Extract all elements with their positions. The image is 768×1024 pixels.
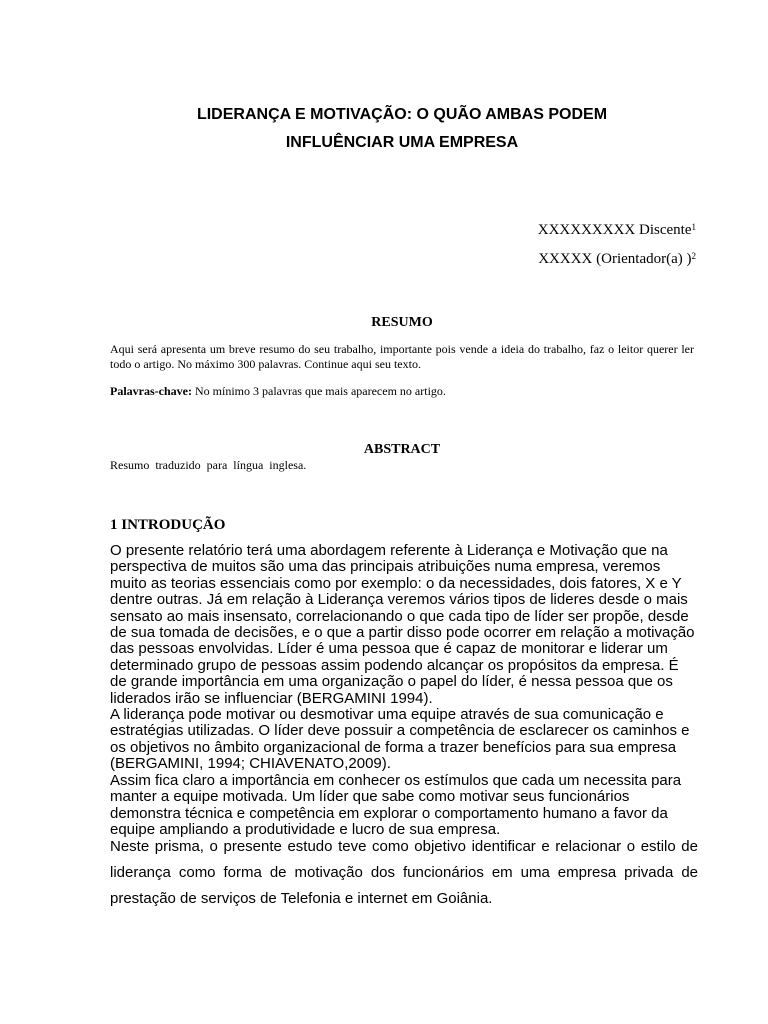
introduction-body [110, 543, 698, 912]
article-title [110, 101, 694, 157]
advisor-author [430, 243, 696, 272]
keywords-label: Palavras-chave: [110, 384, 192, 398]
author-block [430, 214, 696, 272]
intro-paragraph-4: Neste prisma, o presente estudo teve como objetivo identificar e relacionar o estilo de liderança como forma de motivação dos funcionários em uma empresa privada de prestação de serviços de Telefonia e internet em Goiânia. [110, 838, 698, 908]
advisor-footnote-mark: 2 [691, 251, 696, 261]
student-author [430, 214, 696, 243]
resumo-text: Aqui será apresenta um breve resumo do seu trabalho, importante pois vende a ideia do trabalho, faz o leitor querer ler todo o artigo. No máximo 300 palavras. Continue aqui seu texto. [110, 342, 694, 371]
keywords-line [110, 384, 694, 399]
intro-paragraph-1: O presente relatório terá uma abordagem referente à Liderança e Motivação que na perspectiva de muitos são uma das principais atribuições numa empresa, veremos muito as teorias essenciais como por exemplo: o da necessidades, dois fatores, X e Y dentre outras. Já em relação à Liderança veremos vários tipos de lideres desde o mais sensato ao mais insensato, correlacionando o que cada tipo de líder ser propõe, desde de sua tomada de decisões, e o que a partir disso pode ocorrer em relação a motivação das pessoas envolvidas. Líder é uma pessoa que é capaz de monitorar e liderar um determinado grupo de pessoas assim podendo alcançar os propósitos da empresa. É de grande importância em uma organização o papel do líder, é nessa pessoa que os liderados irão se influenciar (BERGAMINI 1994). [110, 542, 695, 707]
intro-paragraph-2: A liderança pode motivar ou desmotivar uma equipe através de sua comunicação e estratégias utilizadas. O líder deve possuir a competência de esclarecer os caminhos e os objetivos no âmbito organizacional de forma a trazer benefícios para sua empresa (BERGAMINI, 1994; CHIAVENATO,2009). [110, 706, 690, 773]
abstract-text: Resumo traduzido para língua inglesa. [110, 458, 307, 472]
introduction-heading: 1 INTRODUÇÃO [110, 517, 226, 533]
title-line-2: INFLUÊNCIAR UMA EMPRESA [285, 134, 519, 151]
intro-paragraph-3: Assim fica claro a importância em conhecer os estímulos que cada um necessita para manter a equipe motivada. Um líder que sabe como motivar seus funcionários demonstra técnica e competência em explorar o comportamento humano a favor da equipe ampliando a produtividade e lucro de sua empresa. [110, 771, 682, 838]
keywords-text: No mínimo 3 palavras que mais aparecem no artigo. [191, 384, 446, 398]
abstract-heading: ABSTRACT [363, 442, 441, 457]
resumo-heading: RESUMO [371, 315, 433, 330]
advisor-name: XXXXX (Orientador(a) ) [538, 251, 692, 267]
title-line-1: LIDERANÇA E MOTIVAÇÃO: O QUÃO AMBAS PODEM [196, 106, 608, 123]
student-footnote-mark: 1 [691, 222, 696, 232]
student-name: XXXXXXXXX Discente [537, 222, 692, 238]
